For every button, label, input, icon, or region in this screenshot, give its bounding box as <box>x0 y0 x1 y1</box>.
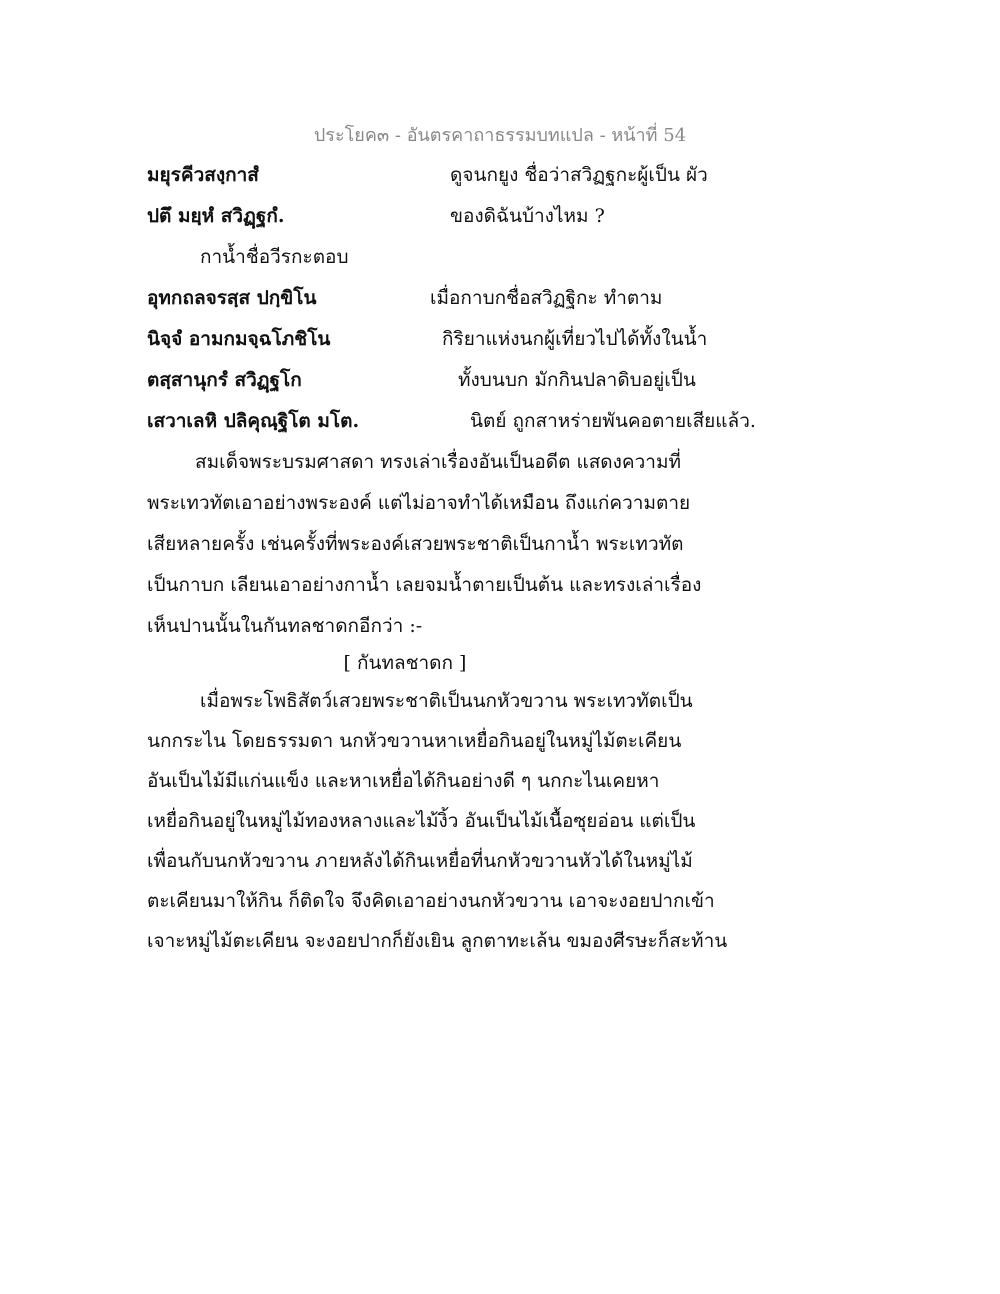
section-title: [ กันทลชาดก ] <box>343 652 467 674</box>
paragraph-line: เมื่อพระโพธิสัตว์เสวยพระชาติเป็นนกหัวขวาน พระเทวทัตเป็น <box>200 690 693 712</box>
thai-translation-line: ดูจนกยูง ชื่อว่าสวิฏฐกะผู้เป็น ผัว <box>450 164 708 186</box>
paragraph-line: สมเด็จพระบรมศาสดา ทรงเล่าเรื่องอันเป็นอดีต แสดงความที่ <box>195 451 682 473</box>
paragraph-line: นกกระไน โดยธรรมดา นกหัวขวานหาเหยื่อกินอยู่ในหมู่ไม้ตะเคียน <box>147 730 682 752</box>
thai-translation-line: ของดิฉันบ้างไหม ? <box>450 205 605 227</box>
thai-translation-line: นิตย์ ถูกสาหร่ายพันคอตายเสียแล้ว. <box>470 410 756 432</box>
verse-row <box>147 406 787 446</box>
page-header: ประโยค๓ - อันตรคาถาธรรมบทแปล - หน้าที่ 54 <box>313 125 687 146</box>
thai-translation-line: เมื่อกาบกชื่อสวิฏฐิกะ ทำตาม <box>430 287 663 309</box>
paragraph-line: เห็นปานนั้นในกันทลชาดกอีกว่า :- <box>147 615 423 637</box>
pali-verse-line: อุทกถลจรสฺส ปกฺขิโน <box>147 287 317 309</box>
thai-translation-line: กิริยาแห่งนกผู้เที่ยวไปได้ทั้งในน้ำ <box>442 328 708 350</box>
pali-verse-line: ตสฺสานุกรํ สวิฏฺฐโก <box>147 369 302 391</box>
paragraph-line: พระเทวทัตเอาอย่างพระองค์ แต่ไม่อาจทำได้เหมือน ถึงแก่ความตาย <box>147 492 691 514</box>
verse-row <box>147 160 787 200</box>
paragraph-line: เพื่อนกับนกหัวขวาน ภายหลังได้กินเหยื่อที่นกหัวขวานหัวได้ในหมู่ไม้ <box>147 850 693 872</box>
paragraph-line: ตะเคียนมาให้กิน ก็ติดใจ จึงคิดเอาอย่างนกหัวขวาน เอาจะงอยปากเข้า <box>147 890 715 912</box>
pali-verse-line: ปตึ มยฺหํ สวิฏฺฐกํ. <box>147 205 285 227</box>
paragraph-line: เสียหลายครั้ง เช่นครั้งที่พระองค์เสวยพระชาติเป็นกาน้ำ พระเทวทัต <box>147 533 684 555</box>
pali-verse-line: เสวาเลหิ ปลิคุณฺฐิโต มโต. <box>147 410 360 432</box>
paragraph-line: เหยื่อกินอยู่ในหมู่ไม้ทองหลางและไม้งิ้ว อันเป็นไม้เนื้อซุยอ่อน แต่เป็น <box>147 810 696 832</box>
pali-verse-line: มยุรคีวสงฺกาสํ <box>147 164 259 186</box>
paragraph-line: เจาะหมู่ไม้ตะเคียน จะงอยปากก็ยังเยิน ลูกตาทะเล้น ขมองศีรษะก็สะท้าน <box>147 930 728 952</box>
verse-row <box>147 365 787 405</box>
verse-row <box>147 324 787 364</box>
paragraph-line: อันเป็นไม้มีแก่นแข็ง และหาเหยื่อได้กินอย่างดี ๆ นกกะไนเคยหา <box>147 770 660 792</box>
thai-translation-line: ทั้งบนบก มักกินปลาดิบอยู่เป็น <box>458 369 696 391</box>
verse-row <box>147 283 787 323</box>
speaker-line: กาน้ำชื่อวีรกะตอบ <box>200 246 349 268</box>
paragraph-line: เป็นกาบก เลียนเอาอย่างกาน้ำ เลยจมน้ำตายเป็นต้น และทรงเล่าเรื่อง <box>147 574 702 596</box>
verse-row <box>147 201 787 241</box>
pali-verse-line: นิจฺจํ อามกมจฺฉโภชิโน <box>147 328 331 350</box>
